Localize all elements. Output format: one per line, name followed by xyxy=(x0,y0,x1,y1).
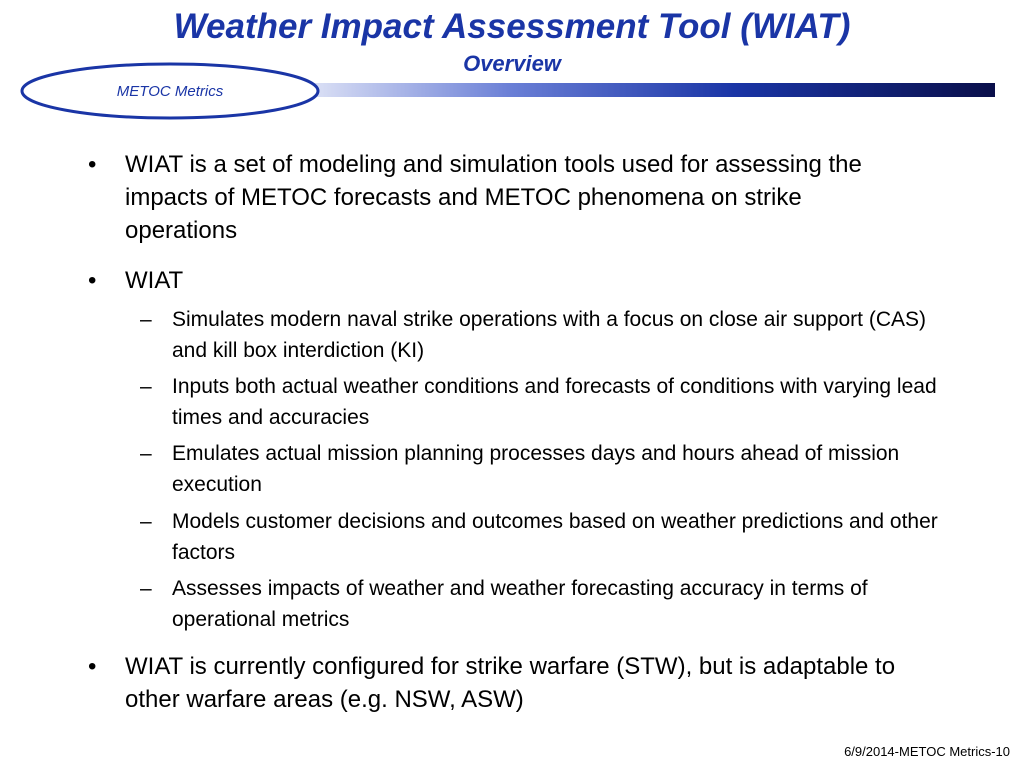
sub-bullet-text: Models customer decisions and outcomes based on weather predictions and other factors xyxy=(172,510,938,564)
sub-bullet-marker: – xyxy=(140,577,152,600)
sub-bullet-marker: – xyxy=(140,510,152,533)
slide-title: Weather Impact Assessment Tool (WIAT) xyxy=(173,7,851,46)
sub-bullet-text: Simulates modern naval strike operations with a focus on close air support (CAS) and kill box interdiction (KI) xyxy=(172,308,927,362)
sub-bullet-marker: – xyxy=(140,442,152,465)
bullet-marker: • xyxy=(88,267,97,294)
bullet-marker: • xyxy=(88,653,97,680)
bullet-marker: • xyxy=(88,151,97,178)
bullet-text: WIAT is a set of modeling and simulation tools used for assessing the impacts of METOC forecasts and METOC phenomena on strike operations xyxy=(125,151,862,244)
sub-bullet-marker: – xyxy=(140,308,152,331)
slide-footer: 6/9/2014-METOC Metrics-10 xyxy=(844,744,1010,759)
sub-bullet-text: Inputs both actual weather conditions and forecasts of conditions with varying lead times and accuracies xyxy=(172,375,937,429)
bullet-text: WIAT is currently configured for strike warfare (STW), but is adaptable to other warfare areas (e.g. NSW, ASW) xyxy=(125,653,896,713)
sub-bullet-marker: – xyxy=(140,375,152,398)
bullet-text: WIAT xyxy=(125,267,184,294)
sub-bullet-text: Emulates actual mission planning processes days and hours ahead of mission execution xyxy=(172,442,900,496)
slide-subtitle: Overview xyxy=(463,51,561,76)
sub-bullet-text: Assesses impacts of weather and weather forecasting accuracy in terms of operational metrics xyxy=(172,577,868,631)
logo-label: METOC Metrics xyxy=(116,83,224,100)
